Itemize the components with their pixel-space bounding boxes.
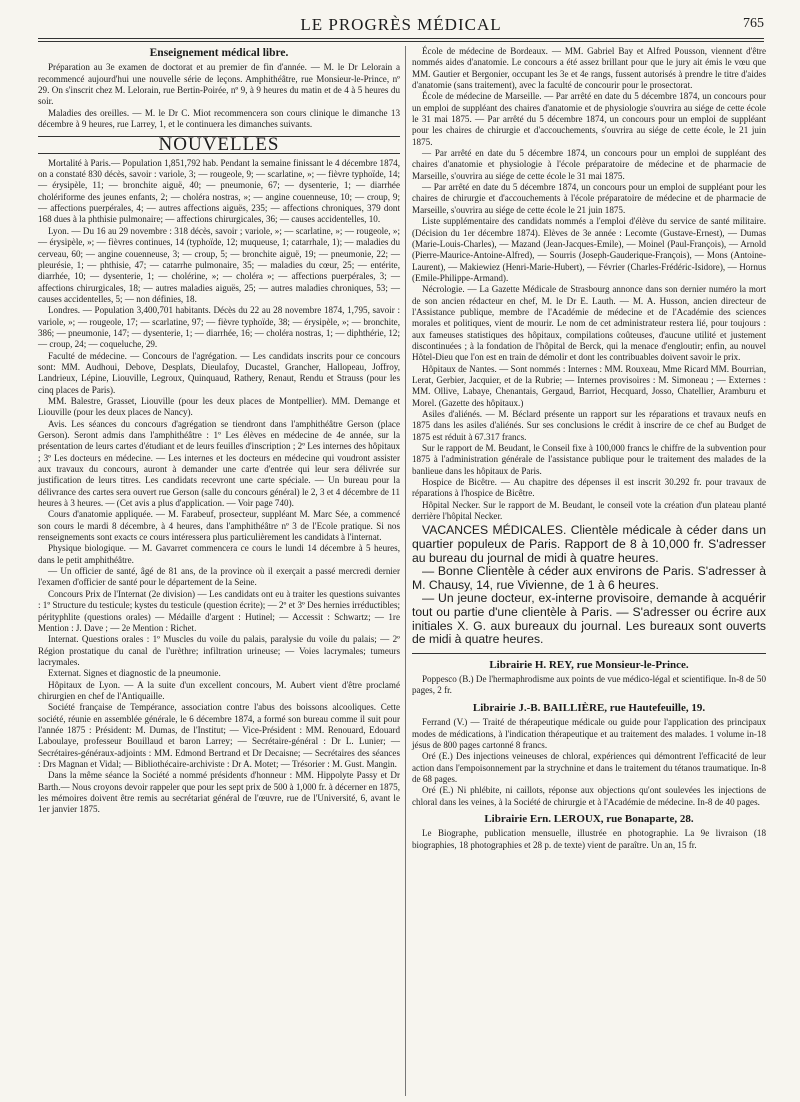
right-column [412,46,766,851]
paragraph-nantes: Hôpitaux de Nantes. — Sont nommés : Internes : MM. Rouxeau, Mme Ricard MM. Bourrian, Lerat, Gerbier, Jacquier, et de la Rubrie; — Internes provisoires : M. Simoneau ; — Externes : MM. Ollive, Labaye, Chenantais, Gergaud, Barriot, Hecquard, Josso, Chatellier, Aramburu et Morel. (Gazette des hôpitaux.) [412,363,766,408]
paragraph-mortalite: Mortalité à Paris.— Population 1,851,792 hab. Pendant la semaine finissant le 4 décembre 1874, on a constaté 830 décès, savoir : variole, 3; — rougeole, 9; — scarlatine, »; — fièvre typhoïde, 14; — érysipèle, 11; — bronchite aiguë, 40; — pneumonie, 67; — dysenterie, 1; — diarrhée cholériforme des jeunes enfants, 2; — choléra nostras, »; — angine couenneuse, 10; — croup, 9; — affections puerpérales, 4; — autres affections aiguës, 235; — affections chroniques, 379 dont 168 dues à la phthisie pulmonaire; — affections chirurgicales, 36; — causes accidentelles, 10. [38,157,400,225]
paragraph-maladies-oreilles: Maladies des oreilles. — M. le Dr C. Miot recommencera son cours clinique le dimanche 13 décembre à 9 heures, rue Larrey, 1, et le continuera les dimanches suivants. [38,107,400,130]
ad-jeune-docteur: — Un jeune docteur, ex-interne provisoire, demande à acquérir tout ou partie d'une clientèle à Paris. — S'adresser ou écrire aux initiales X. G. aux bureaux du journal. Les bureaux sont ouverts de midi à quatre heures. [412,591,766,647]
librairie-bailliere-text-3: Oré (E.) Ni phlébite, ni caillots, réponse aux objections qu'ont soulevées les injections de chloral dans les veines, à la Société de chirurgie et à l'Académie de médecine. In-8 de 40 pages. [412,785,766,807]
paragraph-arrete-1: — Par arrêté en date du 5 décembre 1874, un concours pour un emploi de suppléant des chaires d'anatomie et physiologie à l'école préparatoire de médecine et de pharmacie de Marseille, s'ouvrira au siége de cette école le 31 mai 1875. [412,148,766,181]
paragraph-preparation: Préparation au 3e examen de doctorat et au premier de fin d'année. — M. le Dr Lelorain a recommencé aujourd'hui une nouvelle série de leçons. Amphithéâtre, rue Monsieur-le-Prince, nº 29. On s'inscrit chez M. Lelorain, rue Bertin-Poirée, nº 9, à 9 heures du matin et de 4 à 5 heures du soir. [38,62,400,107]
journal-title: LE PROGRÈS MÉDICAL [300,15,502,34]
librairie-bailliere-text-2: Oré (E.) Des injections veineuses de chloral, expériences qui démontrent l'efficacité de leur action dans l'empoisonnement par la strychnine et dans le traitement du tétanos traumatique. In-8 de 68 pages. [412,751,766,784]
section-rule [412,653,766,654]
librairie-rey-heading: Librairie H. REY, rue Monsieur-le-Prince. [489,658,689,671]
paragraph-bicetre: Hospice de Bicêtre. — Au chapitre des dépenses il est inscrit 30.292 fr. pour travaux de réparations à l'hospice de Bicêtre. [412,477,766,499]
ads-block [412,524,766,646]
ad-bonne-clientele: — Bonne Clientèle à céder aux environs de Paris. S'adresser à M. Chausy, 14, rue Vivienne, de 1 à 6 heures. [412,564,766,592]
paragraph-arrete-2: — Par arrêté en date du 5 décembre 1874, un concours pour un emploi de suppléant pour les chaires de chirurgie et d'accouchements à l'école préparatoire de médecine et de pharmacie de Marseille, s'ouvrira au siége de cette école le 21 juin 1875. [412,182,766,215]
paragraph-temperance: Société française de Tempérance, association contre l'abus des boissons alcooliques. Cette société, réunie en assemblée générale, le 6 décembre 1874, a formé son bureau comme il suit pour l'année 1875 : Président: M. Dumas, de l'Institut; — Vice-Président : MM. Renouard, Edouard Laboulaye, professeur Bouillaud et baron Larrey; — Secrétaire-général : Dr L. Lunier; — Secrétaires-généraux-adjoints : MM. Edmond Bertrand et Dr Decaisne; — Secrétaires des séances : Drs Magnan et Vidal; — Bibliothécaire-archiviste : Dr A. Motet; — Trésorier : M. Gust. Mangin. [38,702,400,769]
librairie-bailliere-text-1: Ferrand (V.) — Traité de thérapeutique médicale ou guide pour l'application des principaux modes de médications, à l'indication thérapeutique et au traitement des malades. 1 volume in-18 jésus de 800 pages cartonné 8 francs. [412,717,766,750]
paragraph-londres: Londres. — Population 3,400,701 habitants. Décès du 22 au 28 novembre 1874, 1,795, savoir : variole, »; — rougeole, 17; — scarlatine, 97; — fièvre typhoïde, 38; — érysipèle, »; — bronchite, 386; — pneumonie, 147; — dysenterie, 1; — diarrhée, 16; — choléra nostras, 1; — diphthérie, 12; — croup, 24; — coqueluche, 29. [38,305,400,350]
librairie-leroux-heading: Librairie Ern. LEROUX, rue Bonaparte, 28. [484,812,694,825]
librairie-bailliere-heading: Librairie J.-B. BAILLIÈRE, rue Hautefeuille, 19. [472,701,706,714]
paragraph-marseille: École de médecine de Marseille. — Par arrêté en date du 5 décembre 1874, un concours pour un emploi de suppléant des chaires d'anatomie et de physiologie s'ouvrira au siége de cette école le 31 mai 1875. — Par arrêté du 5 décembre 1874, un concours pour un emploi de suppléant pour les chaires de chirurgie et d'accouchements, s'ouvrira au siége de cette école, le 21 juin 1875. [412,91,766,147]
page-number: 765 [743,16,764,31]
paragraph-necrologie: Nécrologie. — La Gazette Médicale de Strasbourg annonce dans son dernier numéro la mort de son ancien rédacteur en chef, M. le Dr E. Lauth. — M. A. Husson, ancien directeur de l'Assistance publique, membre de l'Académie de médecine et de l'Académie des sciences morales et politiques, vient de mourir. Le nom de cet administrateur restera lié, pour toujours : aux fameuses statistiques des hôpitaux, compilations coûteuses, d'aucune utilité et justement discontinuées ; à la fondation de l'hôpital de Berck, qui la menace d'engloutir; enfin, au nouvel Hôtel-Dieu que l'on est en train de démolir et dont les contribuables doivent savoir le prix. [412,284,766,363]
paragraph-faculte: Faculté de médecine. — Concours de l'agrégation. — Les candidats inscrits pour ce concours sont: MM. Audhoui, Debove, Desplats, Dieulafoy, Ducastel, Grancher, Hallopeau, Joffroy, Landrieux, Lépine, Liouville, Legroux, Quinquaud, Rathery, Renaut, Rendu et Strauss (pour les cinq places de Paris). [38,350,400,395]
paragraph-necker: Hôpital Necker. Sur le rapport de M. Beudant, le conseil vote la création d'un plateau planté derrière l'hôpital Necker. [412,499,766,522]
header-rule [38,41,764,42]
paragraph-concours-internat: Concours Prix de l'Internat (2e division) — Les candidats ont eu à traiter les questions suivantes : 1º Structure du testicule; kystes du testicule (question écrite); — 2º et 3º Des hernies irréductibles; pérityphlite (questions orales) — Médaille d'argent : Hutinel; — Accessit : Schwartz; — 1re Mention : J. Dave ; — 2e Mention : Richet. [38,588,401,633]
enseignement-title: Enseignement médical libre. [149,47,289,59]
paragraph-beudant: Sur le rapport de M. Beudant, le Conseil fixe à 100,000 francs le chiffre de la subvention pour 1875 à l'administration générale de l'assistance publique pour le traitement des malades de la banlieue dans les hôpitaux de Paris. [412,443,766,476]
paragraph-bordeaux: École de médecine de Bordeaux. — MM. Gabriel Bay et Alfred Pousson, viennent d'être nommés aides d'anatomie. Le concours a été assez brillant pour que le jury ait émis le vœu que MM. Gautier et Bergonier, occupant les 3e et 4e rangs, fussent autorisés à prendre le titre d'aides d'anatomie (sans traitement), avec la faculté de concourir pour le prosectorat. [412,46,766,91]
paragraph-physique: Physique biologique. — M. Gavarret commencera ce cours le lundi 14 décembre à 5 heures, dans le petit amphithéâtre. [38,543,400,565]
librairie-leroux-text: Le Biographe, publication mensuelle, illustrée en photographie. La 9e livraison (18 biographies, 18 photographies et 28 p. de texte) vient de paraître. Un an, 15 fr. [412,828,766,850]
paragraph-liste: Liste supplémentaire des candidats nommés a l'emploi d'élève du service de santé militaire. (Décision du 1er décembre 1874). Elèves de 3e année : Lecomte (Gustave-Ernest), — Dumas (Marie-Louis-Charles), — Mazand (Jean-Jacques-Emile), — Moinel (Paul-François), — Arnold (Pierre-Maurice-Antoine-Alfred), — Sourris (Joseph-Gauderique-François), — Mons (Antoine-Laurent), — Makiewiez (Henri-Marie-Hubert), — Février (Charles-Frédéric-Isidore), — Hornus (Emile-Philippe-Armand). [412,216,766,283]
paragraph-avis: Avis. Les séances du concours d'agrégation se tiendront dans l'amphithéâtre Gerson (place Gerson). Seront admis dans l'amphithéâtre : 1º Les élèves en médecine de 4e année, sur la présentation de leurs cartes d'étudiant et de leurs feuilles d'inscription ; 2º Les internes des hôpitaux ; 3º Les docteurs en médecine. — Les internes et les docteurs en médecine qui voudront assister aux travaux du concours, auront à demander une carte d'entrée qui leur sera délivrée sur justification de leurs titres. Les candidats recevront une carte spéciale. — Un bureau pour la délivrance des cartes sera ouvert rue Gerson (salle du concours général) le 2, 3 et 4 décembre de 11 heures à 3 heures. — (Cet avis a plus d'application. — Voir page 740). [38,418,400,509]
paragraph-externat: Externat. Signes et diagnostic de la pneumonie. [48,668,221,679]
paragraph-hopitaux-lyon: Hôpitaux de Lyon. — A la suite d'un excellent concours, M. Aubert vient d'être proclamé chirurgien en chef de l'Antiquaille. [38,679,400,701]
paragraph-asiles: Asiles d'aliénés. — M. Béclard présente un rapport sur les réparations et travaux neufs en 1875 dans les asiles d'aliénés. Sur ses conclusions le crédit à inscrire de ce chef au Budget de 1875 est réduit à 67.317 francs. [412,409,766,442]
paragraph-internat: Internat. Questions orales : 1º Muscles du voile du palais, paralysie du voile du palais; — 2º Région prostatique du canal de l'urèthre; infiltration urineuse; — Voies lacrymales; tumeurs lacrymales. [38,634,400,667]
ad-vacances: VACANCES MÉDICALES. Clientèle médicale à céder dans un quartier populeux de Paris. Rapport de 8 à 10,000 fr. S'adresser au bureau du journal de midi à quatre heures. [412,523,766,565]
paragraph-officier: — Un officier de santé, âgé de 81 ans, de la province où il exerçait a passé mercredi dernier l'examen d'officier de santé pour le département de la Seine. [38,566,400,588]
left-column [38,46,400,816]
column-divider [405,46,406,1096]
librairie-rey-text: Poppesco (B.) De l'hermaphrodisme aux points de vue médico-légal et scientifique. In-8 de 50 pages, 2 fr. [412,674,766,696]
paragraph-faculte-2: MM. Balestre, Grasset, Liouville (pour les deux places de Montpellier). MM. Demange et Liouville (pour les deux places de Nancy). [38,395,400,418]
paragraph-cours-anatomie: Cours d'anatomie appliquée. — M. Farabeuf, prosecteur, suppléant M. Marc Sée, a commencé son cours le mardi 8 décembre, à 4 heures, dans l'amphithéâtre nº 3 de l'Ecole pratique. Si nos renseignements sont exacts ce cours intéressera plus particulièrement les candidats à l'internat. [38,509,400,543]
paragraph-lyon: Lyon. — Du 16 au 29 novembre : 318 décès, savoir ; variole, »; — scarlatine, »; — rougeole, »; — érysipèle, »; — fièvres continues, 14 (typhoïde, 12; muqueuse, 1; catarrhale, 1); — maladies du cerveau, 60; — angine couenneuse, 3; — croup, 5; — bronchite aiguë, 19; — pneumonie, 22; — pleurésie, 1; — phthisie, 47; — catarrhe pulmonaire, 35; — maladies du cœur, 25; — entérite, diarrhée, 10; — dysenterie, 1; — cholérine, »; — choléra »; — affections puerpérales, 3; — affections chirurgicales, 18; — autres maladies aiguës, 25; — autres maladies chroniques, 53; — causes accidentelles, 5; — non définies, 18. [38,225,400,304]
page-header [38,12,764,39]
nouvelles-title: NOUVELLES [38,136,400,153]
paragraph-temperance-2: Dans la même séance la Société a nommé présidents d'honneur : MM. Hippolyte Passy et Dr Barth.— Nous croyons devoir rappeler que pour les sept prix de 500 à 1,000 fr. à décerner en 1875, les mémoires doivent être remis au secrétariat général de l'œuvre, rue de l'Université, 6, avant le 1er janvier 1875. [38,770,400,815]
